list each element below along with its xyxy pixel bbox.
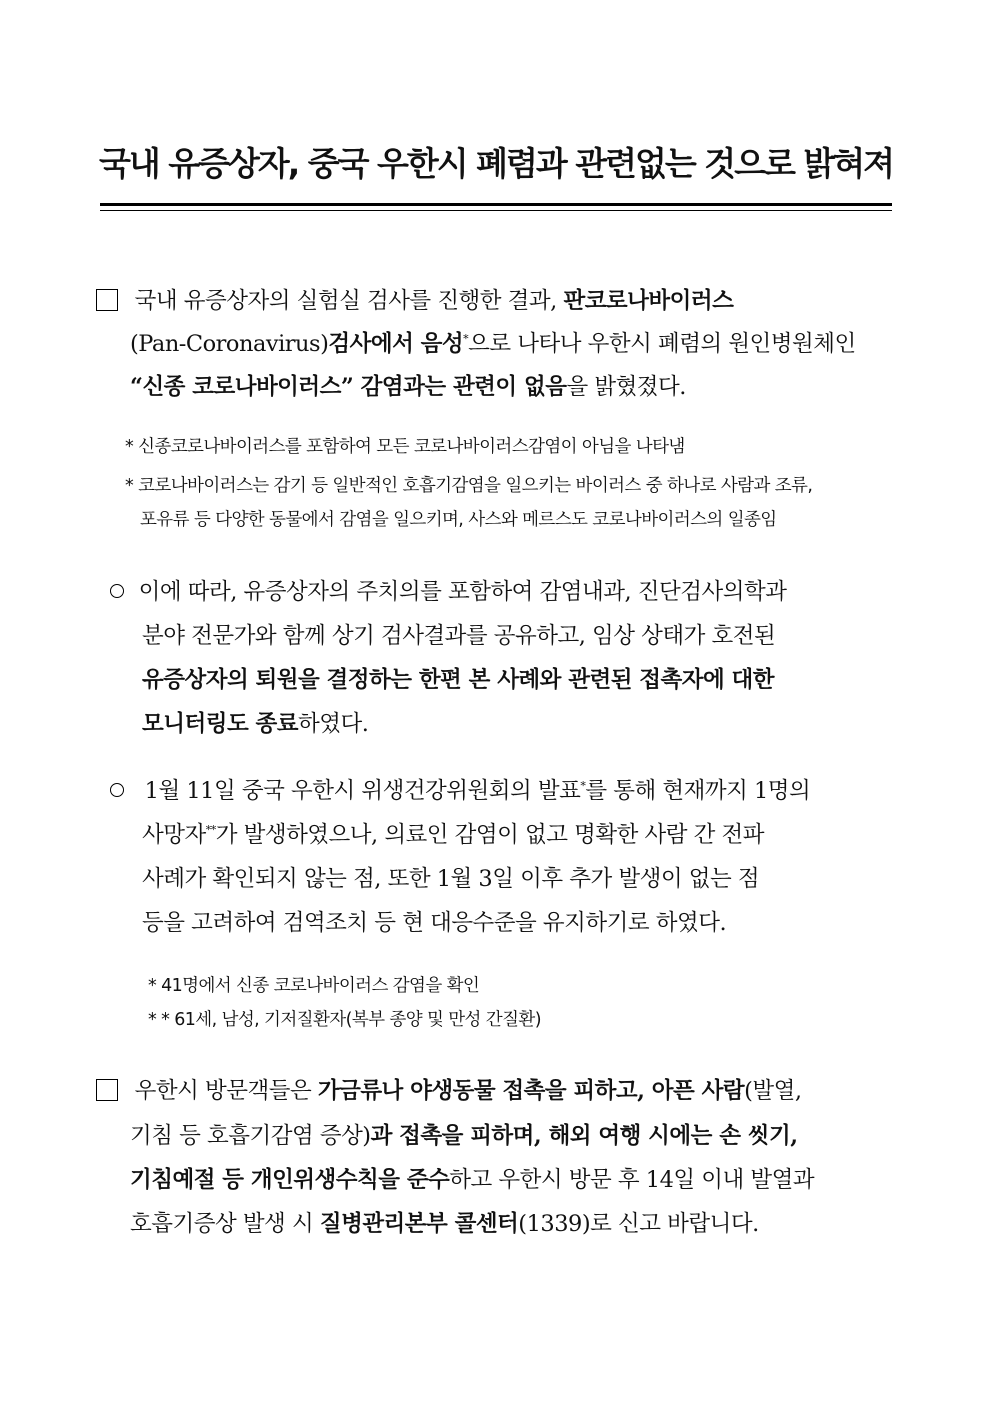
section2-line4: 호흡기증상 발생 시 질병관리본부 콜센터(1339)로 신고 바랍니다. (130, 1211, 759, 1237)
bullet2-footnote1: * 41명에서 신종 코로나바이러스 감염을 확인 (148, 976, 480, 996)
section1-line3: “신종 코로나바이러스” 감염과는 관련이 없음을 밝혔졌다. (130, 374, 686, 400)
document-title: 국내 유증상자, 중국 우한시 폐렴과 관련없는 것으로 밝혀져 (98, 144, 894, 183)
checkbox-square-icon (96, 289, 118, 311)
section1-line2: (Pan-Coronavirus)검사에서 음성*으로 나타나 우한시 폐렴의 원인병원체인 (130, 331, 856, 357)
bullet1-line2: 분야 전문가와 함께 상기 검사결과를 공유하고, 임상 상태가 호전된 (142, 623, 776, 649)
section1-footnote2b: 포유류 등 다양한 동물에서 감염을 일으키며, 사스와 메르스도 코로나바이러스의 일종임 (140, 510, 777, 530)
bullet-circle-icon (110, 584, 124, 598)
section1-footnote2a: * 코로나바이러스는 감기 등 일반적인 호흡기감염을 일으키는 바이러스 중 하나로 사람과 조류, (125, 476, 813, 496)
bullet2-footnote2: * * 61세, 남성, 기저질환자(복부 종양 및 만성 간질환) (148, 1010, 541, 1030)
bullet1-line1: 이에 따라, 유증상자의 주치의를 포함하여 감염내과, 진단검사의학과 (110, 574, 786, 606)
bullet1-line3: 유증상자의 퇴원을 결정하는 한편 본 사례와 관련된 접촉자에 대한 (142, 667, 775, 693)
title-rule-thin (100, 210, 892, 211)
section1-line1: 국내 유증상자의 실험실 검사를 진행한 결과, 판코로나바이러스 (96, 283, 733, 315)
bullet2-line2: 사망자**가 발생하였으나, 의료인 감염이 없고 명확한 사람 간 전파 (142, 822, 764, 848)
bullet2-line3: 사례가 확인되지 않는 점, 또한 1월 3일 이후 추가 발생이 없는 점 (142, 866, 760, 892)
bullet2-line1: 1월 11일 중국 우한시 위생건강위원회의 발표*를 통해 현재까지 1명의 (110, 773, 810, 805)
section2-line3: 기침예절 등 개인위생수칙을 준수하고 우한시 방문 후 14일 이내 발열과 (130, 1167, 815, 1193)
section2-line2: 기침 등 호흡기감염 증상)과 접촉을 피하며, 해외 여행 시에는 손 씻기, (130, 1123, 798, 1149)
checkbox-square-icon (96, 1079, 118, 1101)
section2-line1: 우한시 방문객들은 가금류나 야생동물 접촉을 피하고, 아픈 사람(발열, (96, 1073, 801, 1105)
bullet1-line4: 모니터링도 종료하였다. (142, 711, 369, 737)
bullet2-line4: 등을 고려하여 검역조치 등 현 대응수준을 유지하기로 하였다. (142, 910, 727, 936)
section1-footnote1: * 신종코로나바이러스를 포함하여 모든 코로나바이러스감염이 아님을 나타냄 (125, 437, 685, 457)
title-rule-thick (100, 203, 892, 206)
bullet-circle-icon (110, 783, 124, 797)
